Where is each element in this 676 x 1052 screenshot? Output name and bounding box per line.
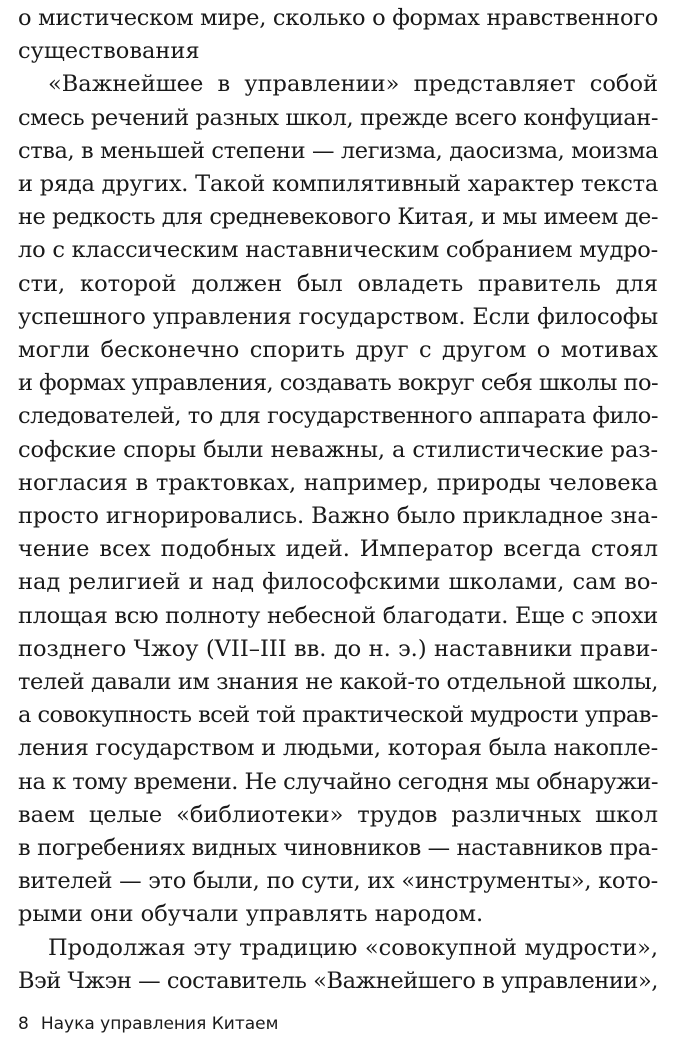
- text-line: ногласия в трактовках, например, природы человека: [18, 469, 658, 496]
- text-line: в погребениях видных чиновников — наставников пра-: [18, 835, 659, 862]
- text-line: рыми они обучали управлять народом.: [18, 901, 484, 928]
- text-line: вителей — это были, по сути, их «инструменты», кото-: [18, 868, 658, 895]
- text-line: а совокупность всей той практической мудрости управ-: [18, 702, 658, 729]
- page-footer: [18, 1013, 278, 1035]
- text-line: смесь речений разных школ, прежде всего конфуциан-: [18, 104, 659, 131]
- text-line: ло с классическим наставническим собранием мудро-: [18, 237, 658, 264]
- text-line: площая всю полноту небесной благодати. Еще с эпохи: [18, 602, 659, 629]
- text-line: на к тому времени. Не случайно сегодня мы обнаружи-: [18, 768, 659, 795]
- text-line: позднего Чжоу (VII–III вв. до н. э.) наставники прави-: [18, 635, 658, 662]
- paragraph: [18, 68, 658, 931]
- paragraph: [18, 932, 658, 998]
- text-line: не редкость для средневекового Китая, и мы имеем де-: [18, 204, 658, 231]
- text-line: и ряда других. Такой компилятивный характер текста: [18, 171, 659, 198]
- text-line: просто игнорировались. Важно было прикладное зна-: [18, 503, 659, 530]
- text-line: «Важнейшее в управлении» представляет собой: [48, 71, 658, 98]
- text-line: о мистическом мире, сколько о формах нравственного: [18, 5, 658, 31]
- text-line: ления государством и людьми, которая была накопле-: [18, 735, 659, 762]
- page-number: 8: [18, 1014, 29, 1034]
- text-line: могли бесконечно спорить друг с другом о мотивах: [18, 337, 658, 364]
- text-line: Вэй Чжэн — составитель «Важнейшего в управлении»,: [18, 967, 659, 994]
- text-line: ваем целые «библиотеки» трудов различных школ: [18, 801, 658, 828]
- text-line: существования: [18, 38, 200, 65]
- running-title: Наука управления Китаем: [40, 1014, 279, 1034]
- text-line: над религией и над философскими школами, сам во-: [18, 569, 658, 596]
- text-line: телей давали им знания не какой-то отдельной школы,: [18, 669, 658, 696]
- text-line: и формах управления, создавать вокруг себя школы по-: [18, 370, 658, 397]
- text-line: Продолжая эту традицию «совокупной мудрости»,: [48, 934, 658, 961]
- text-line: успешного управления государством. Если философы: [18, 303, 659, 330]
- text-line: сти, которой должен был овладеть правитель для: [18, 270, 658, 297]
- text-line: софские споры были неважны, а стилистические раз-: [18, 436, 658, 463]
- paragraph: [18, 2, 658, 68]
- text-line: следователей, то для государственного аппарата фило-: [18, 403, 659, 430]
- text-line: ства, в меньшей степени — легизма, даосизма, моизма: [18, 137, 658, 164]
- body-text: [18, 2, 658, 998]
- text-line: чение всех подобных идей. Император всегда стоял: [18, 536, 658, 563]
